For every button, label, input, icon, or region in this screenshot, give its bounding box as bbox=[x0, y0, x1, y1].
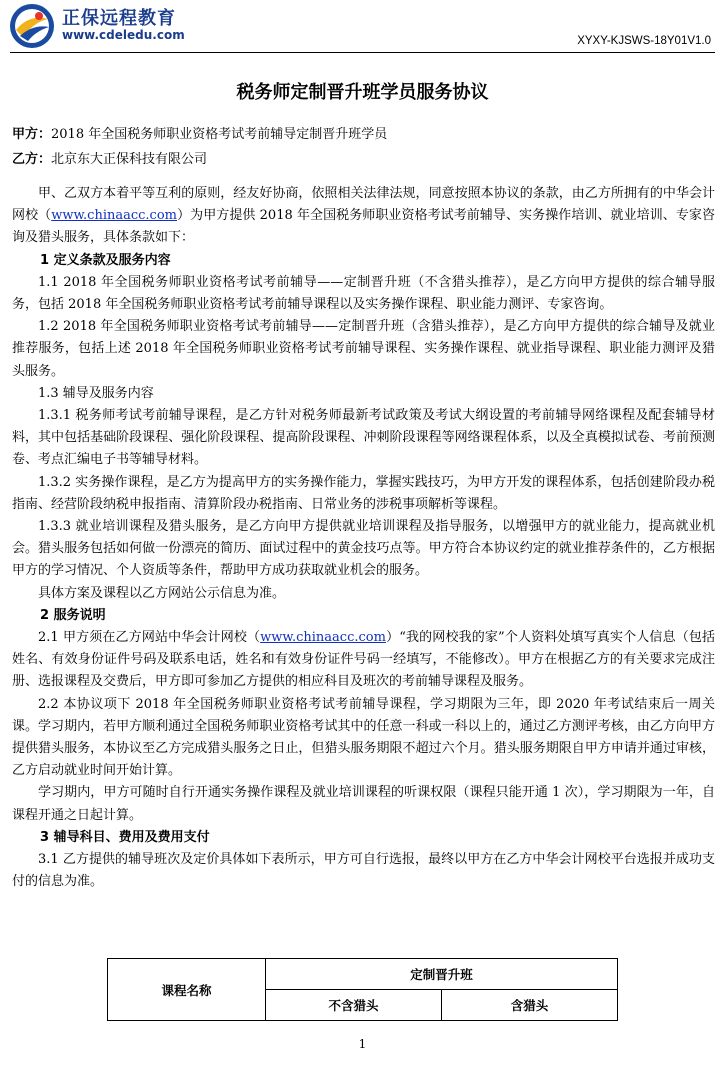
clause-2-2: 2.2 本协议项下 2018 年全国税务师职业资格考试考前辅导课程，学习期限为三年，即 2020 年考试结束后一周关课。学习期内，若甲方顺利通过全国税务师职业资格考试其中的任意一科或一科以上的，通过乙方测评考核，由乙方向甲方提供猎头服务，本协议至乙方完成猎头服务之日止，但猎头服务期限不超过六个月。猎头服务期限自甲方申请并通过审核，乙方启动就业时间开始计算。 bbox=[12, 696, 715, 779]
clause-1-1: 1.1 2018 年全国税务师职业资格考试考前辅导——定制晋升班（不含猎头推荐），是乙方向甲方提供的综合辅导服务，包括 2018 年全国税务师职业资格考试考前辅导课程以及实务操作课程、职业能力测评、专家咨询。 bbox=[12, 274, 715, 313]
section-3-heading: 3 辅导科目、费用及费用支付 bbox=[40, 829, 210, 845]
clause-2-1: 2.1 甲方须在乙方网站中华会计网校（www.chinaacc.com）“我的网校我的家”个人资料处填写真实个人信息（包括姓名、有效身份证件号码及联系电话，姓名和有效身份证件号码一经填写，不能修改）。甲方在根据乙方的有关要求完成注册、选报课程及交费后，甲方即可参加乙方提供的相应科目及班次的考前辅导课程及服务。 bbox=[12, 630, 716, 690]
table-header-without-headhunter: 不含猎头 bbox=[266, 990, 442, 1021]
course-pricing-table bbox=[107, 958, 618, 1021]
brand-url[interactable]: www.cdeledu.com bbox=[62, 28, 185, 42]
clause-1-3-3: 1.3.3 就业培训课程及猎头服务，是乙方向甲方提供就业培训课程及指导服务，以增强甲方的就业能力，提高就业机会。猎头服务包括如何做一份漂亮的简历、面试过程中的黄金技巧点等。甲方符合本协议约定的就业推荐条件的，乙方根据甲方的学习情况、个人资质等条件，帮助甲方成功获取就业机会的服务。 bbox=[12, 519, 715, 579]
chinaacc-link-2[interactable]: www.chinaacc.com bbox=[260, 630, 386, 646]
globe-logo-icon bbox=[9, 3, 55, 49]
section-1-note: 具体方案及课程以乙方网站公示信息为准。 bbox=[38, 585, 286, 601]
agreement-body bbox=[12, 183, 715, 894]
clause-1-3-1: 1.3.1 税务师考试考前辅导课程，是乙方针对税务师最新考试政策及考试大纲设置的考前辅导网络课程及配套辅导材料，其中包括基础阶段课程、强化阶段课程、提高阶段课程、冲刺阶段课程等网络课程体系，以及全真模拟试卷、考前预测卷、考点汇编电子书等辅导材料。 bbox=[12, 408, 715, 468]
brand-name: 正保远程教育 bbox=[62, 8, 176, 29]
clause-2-3: 学习期内，甲方可随时自行开通实务操作课程及就业培训课程的听课权限（课程只能开通 1 次），学习期限为一年，自课程开通之日起计算。 bbox=[12, 785, 715, 823]
party-a-value: 2018 年全国税务师职业资格考试考前辅导定制晋升班学员 bbox=[51, 127, 388, 142]
party-a bbox=[12, 123, 387, 142]
clause-1-3: 1.3 辅导及服务内容 bbox=[38, 385, 154, 401]
table-header-course-name: 课程名称 bbox=[108, 959, 266, 1021]
party-b bbox=[12, 148, 207, 167]
clause-1-3-2: 1.3.2 实务操作课程，是乙方为提高甲方的实务操作能力，掌握实践技巧，为甲方开发的课程体系，包括创建阶段办税指南、经营阶段纳税申报指南、清算阶段办税指南、日常业务的涉税事项解析等课程。 bbox=[12, 474, 715, 512]
party-a-label: 甲方： bbox=[12, 127, 52, 142]
page-number: 1 bbox=[358, 1037, 367, 1051]
table-row bbox=[108, 959, 618, 990]
party-b-value: 北京东大正保科技有限公司 bbox=[51, 152, 208, 167]
table-header-with-headhunter: 含猎头 bbox=[442, 990, 618, 1021]
document-code: XYXY-KJSWS-18Y01V1.0 bbox=[577, 35, 711, 47]
table-header-group: 定制晋升班 bbox=[266, 959, 618, 990]
header-divider bbox=[10, 52, 715, 53]
document-title: 税务师定制晋升班学员服务协议 bbox=[236, 82, 489, 103]
party-b-label: 乙方： bbox=[12, 152, 52, 167]
page-header bbox=[0, 0, 725, 56]
intro-paragraph: 甲、乙双方本着平等互利的原则，经友好协商，依照相关法律法规，同意按照本协议的条款，由乙方所拥有的中华会计网校（www.chinaacc.com）为甲方提供 2018 年全国税务师职业资格考试考前辅导、实务操作培训、就业培训、专家咨询及猎头服务，具体条款如下： bbox=[12, 186, 715, 246]
clause-1-2: 1.2 2018 年全国税务师职业资格考试考前辅导——定制晋升班（含猎头推荐），是乙方向甲方提供的综合辅导及就业推荐服务，包括上述 2018 年全国税务师职业资格考试考前辅导课程、实务操作课程、就业指导课程、职业能力测评及猎头服务。 bbox=[12, 319, 715, 379]
chinaacc-link[interactable]: www.chinaacc.com bbox=[51, 208, 177, 224]
clause-3-1: 3.1 乙方提供的辅导班次及定价具体如下表所示，甲方可自行选报，最终以甲方在乙方中华会计网校平台选报并成功支付的信息为准。 bbox=[12, 852, 715, 890]
section-2-heading: 2 服务说明 bbox=[40, 607, 106, 623]
section-1-heading: 1 定义条款及服务内容 bbox=[40, 252, 171, 268]
